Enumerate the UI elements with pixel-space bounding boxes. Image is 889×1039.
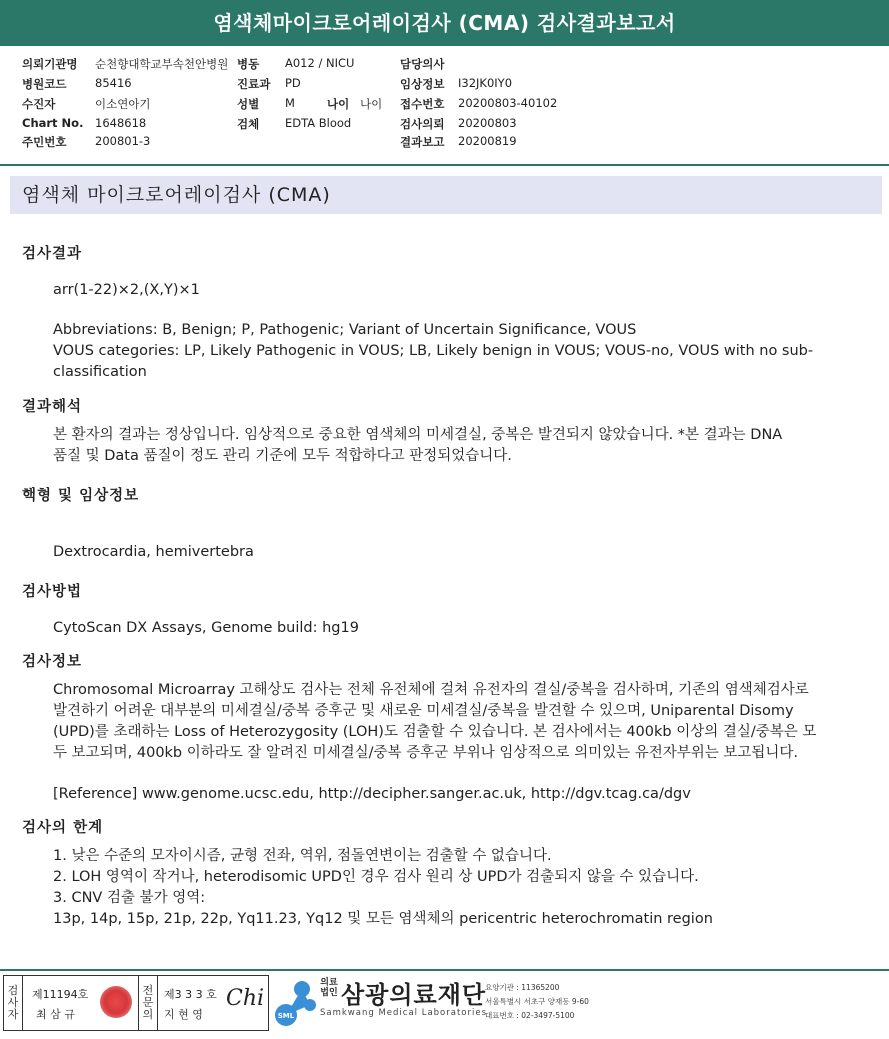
info-label: 검체 [237, 117, 260, 131]
info-label: 성별 [237, 97, 260, 111]
info-value: I32JK0IY0 [458, 76, 513, 90]
abbreviations: Abbreviations: B, Benign; P, Pathogenic; Variant of Uncertain Significance, VOUS [53, 322, 637, 338]
test-info-text: (UPD)를 초래하는 Loss of Heterozygosity (LOH)도 검출할 수 있습니다. 본 검사에서는 400kb 이상의 결실/중복은 모 [53, 724, 817, 740]
examiner-license: 제11194호 [32, 988, 89, 1001]
institution-code: 요양기관 : 11365200 [485, 983, 560, 992]
test-info-text: 두 보고되며, 400kb 이하라도 잘 알려진 미세결실/중복 증후군 부위나 임상적으로 의미있는 유전자부위는 보고됩니다. [53, 745, 799, 761]
info-label: 주민번호 [22, 135, 67, 149]
info-value: 20200819 [458, 134, 517, 148]
specialist-label: 전 문 의 [139, 976, 158, 1030]
info-value: PD [285, 76, 301, 90]
info-label: 접수번호 [400, 97, 445, 111]
info-row [0, 96, 889, 115]
vous-categories-cont: classification [53, 364, 147, 380]
info-label: 병동 [237, 57, 260, 71]
specialist-name: 지 현 영 [164, 1008, 203, 1021]
info-label: Chart No. [22, 116, 84, 130]
info-value: A012 / NICU [285, 56, 355, 70]
limits-heading: 검사의 한계 [22, 820, 104, 836]
info-value: 20200803 [458, 116, 517, 130]
test-info-text: 발견하기 어려운 대부분의 미세결실/중복 증후군 및 새로운 미세결실/중복을 발견할 수 있으며, Uniparental Disomy [53, 703, 794, 719]
info-row [0, 76, 889, 95]
info-row [0, 116, 889, 135]
limits-item: 2. LOH 영역이 작거나, heterodisomic UPD인 경우 검사 원리 상 UPD가 검출되지 않을 수 있습니다. [53, 869, 699, 885]
info-value: 85416 [95, 76, 132, 90]
org-type: 의료법인 [320, 978, 338, 998]
info-label: 병원코드 [22, 77, 67, 91]
info-label: 임상정보 [400, 77, 445, 91]
logo-text: SML [277, 1012, 295, 1020]
signature-image: Chi [226, 986, 265, 1011]
info-value: 나이 [360, 97, 383, 111]
test-info-text: Chromosomal Microarray 고해상도 검사는 전체 유전체에 걸쳐 유전자의 결실/중복을 검사하며, 기존의 염색체검사로 [53, 682, 809, 698]
karyotype-result: arr(1-22)×2,(X,Y)×1 [53, 282, 200, 298]
info-label: 수진자 [22, 97, 56, 111]
patient-info-panel [0, 46, 889, 166]
signature-box [3, 975, 269, 1031]
info-value: 200801-3 [95, 134, 151, 148]
vous-categories: VOUS categories: LP, Likely Pathogenic in VOUS; LB, Likely benign in VOUS; VOUS-no, VOUS with no sub- [53, 343, 814, 359]
org-phone: 대표번호 : 02-3497-5100 [485, 1011, 575, 1020]
method-text: CytoScan DX Assays, Genome build: hg19 [53, 620, 359, 636]
examiner-label: 검 사 자 [4, 976, 23, 1030]
seal-icon [100, 986, 132, 1018]
section-title: 염색체 마이크로어레이검사 (CMA) [10, 176, 882, 214]
limits-item: 13p, 14p, 15p, 21p, 22p, Yq11.23, Yq12 및 모든 염색체의 pericentric heterochromatin region [53, 911, 713, 927]
info-value: M [285, 96, 295, 110]
method-heading: 검사방법 [22, 584, 83, 600]
info-value: 이소연아기 [95, 97, 151, 111]
interpretation-heading: 결과해석 [22, 399, 83, 415]
limits-item: 1. 낮은 수준의 모자이시즘, 균형 전좌, 역위, 점돌연변이는 검출할 수 없습니다. [53, 848, 552, 864]
test-info-heading: 검사정보 [22, 654, 83, 670]
reference-links: [Reference] www.genome.ucsc.edu, http://decipher.sanger.ac.uk, http://dgv.tcag.ca/dgv [53, 786, 691, 802]
info-row [0, 134, 889, 153]
specialist-license: 제3 3 3 호 [164, 988, 217, 1001]
info-value: 순천향대학교부속천안병원 [95, 57, 229, 71]
info-label: 담당의사 [400, 57, 445, 71]
info-value: EDTA Blood [285, 116, 352, 130]
info-label: 나이 [327, 97, 350, 111]
clinical-text: Dextrocardia, hemivertebra [53, 544, 254, 560]
clinical-heading: 핵형 및 임상정보 [22, 488, 140, 504]
result-heading: 검사결과 [22, 246, 83, 262]
org-name: 삼광의료재단 [341, 981, 487, 1009]
interpretation-text: 본 환자의 결과는 정상입니다. 임상적으로 중요한 염색체의 미세결실, 중복은 발견되지 않았습니다. *본 결과는 DNA [53, 427, 783, 443]
info-label: 진료과 [237, 77, 271, 91]
info-value: 20200803-40102 [458, 96, 558, 110]
sml-logo-icon [272, 975, 320, 1027]
interpretation-text: 품질 및 Data 품질이 정도 관리 기준에 모두 적합하다고 판정되었습니다. [53, 448, 512, 464]
footer-divider [0, 969, 889, 971]
info-value: 1648618 [95, 116, 147, 130]
examiner-name: 최 삼 규 [36, 1008, 75, 1021]
info-label: 검사의뢰 [400, 117, 445, 131]
org-address: 서울특별시 서초구 양재동 9-60 [485, 997, 589, 1006]
org-name-english: Samkwang Medical Laboratories [320, 1008, 488, 1018]
info-label: 결과보고 [400, 135, 445, 149]
limits-item: 3. CNV 검출 불가 영역: [53, 890, 206, 906]
report-title: 염색체마이크로어레이검사 (CMA) 검사결과보고서 [0, 0, 889, 46]
info-label: 의뢰기관명 [22, 57, 78, 71]
info-row [0, 56, 889, 75]
